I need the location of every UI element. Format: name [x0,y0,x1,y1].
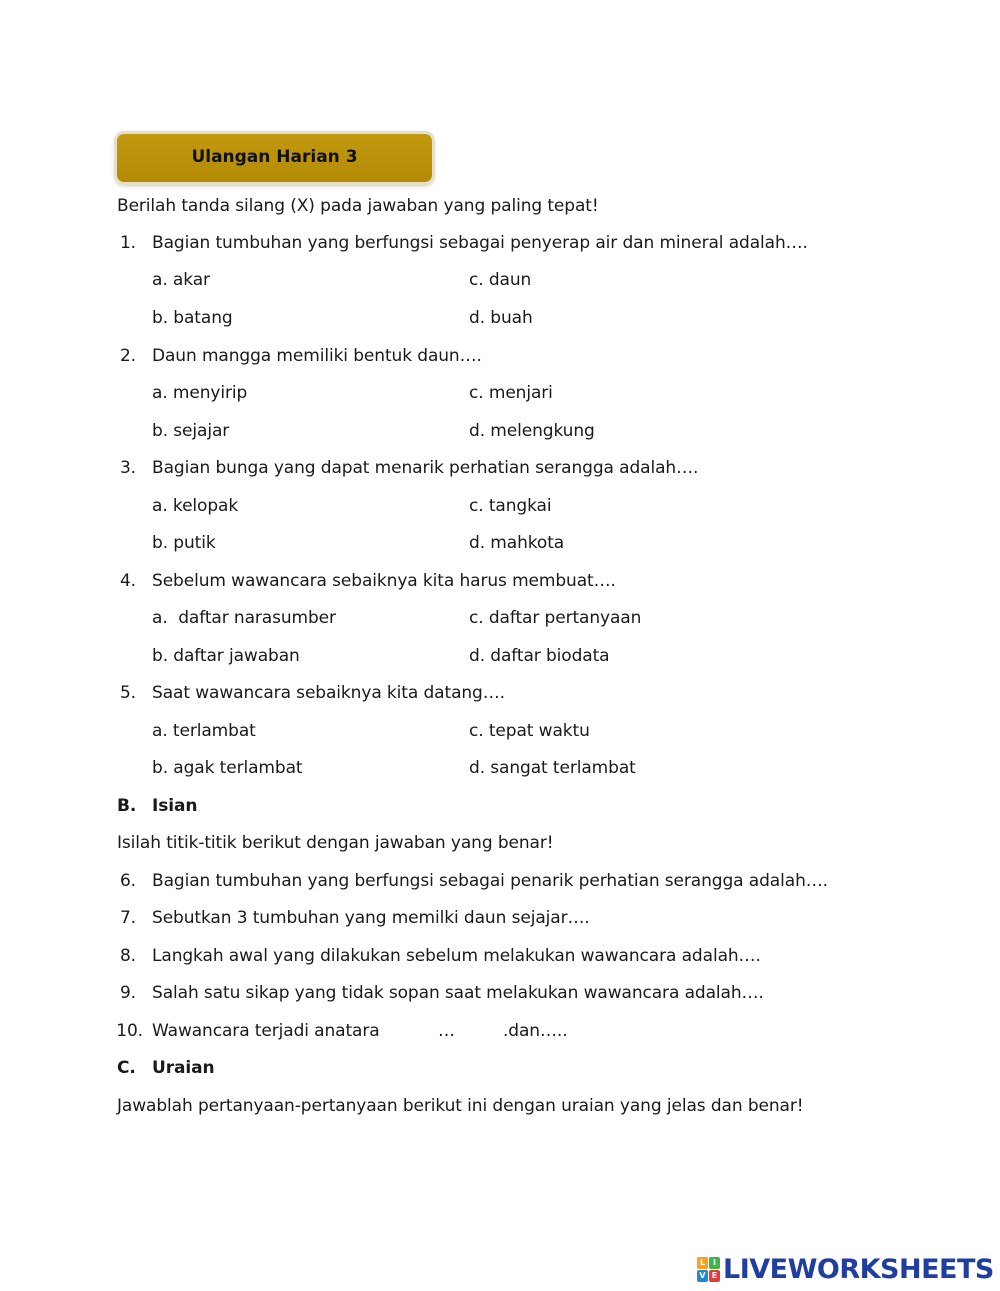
option-d: d. sangat terlambat [469,758,636,778]
option-d: d. mahkota [469,533,565,553]
question-number: 8. [119,946,136,966]
blank-ellipsis: … [438,1021,455,1041]
logo-block-i: I [709,1257,720,1269]
question-text: Langkah awal yang dilakukan sebelum melakukan wawancara adalah…. [152,946,761,966]
option-c: c. menjari [469,383,553,403]
logo-block-e: E [709,1270,720,1282]
question-number: 5. [119,683,136,703]
question-number: 10. [116,1021,143,1041]
option-d: d. melengkung [469,421,595,441]
question-text: Bagian bunga yang dapat menarik perhatian serangga adalah…. [152,458,699,478]
option-b: b. batang [152,308,233,328]
question-number: 1. [119,233,136,253]
instruction-essay: Jawablah pertanyaan-pertanyaan berikut ini dengan uraian yang jelas dan benar! [117,1096,804,1116]
question-text: Bagian tumbuhan yang berfungsi sebagai penyerap air dan mineral adalah…. [152,233,808,253]
option-a: a. daftar narasumber [152,608,336,628]
section-b-title: Isian [152,796,198,816]
logo-block-v: V [697,1270,708,1282]
question-text: Bagian tumbuhan yang berfungsi sebagai penarik perhatian serangga adalah…. [152,871,828,891]
option-c: c. tangkai [469,496,552,516]
question-number: 7. [119,908,136,928]
option-c: c. daftar pertanyaan [469,608,642,628]
instruction-multiple-choice: Berilah tanda silang (X) pada jawaban yang paling tepat! [117,196,599,216]
question-number: 6. [119,871,136,891]
question-number: 2. [119,346,136,366]
title-banner [117,134,432,182]
option-c: c. tepat waktu [469,721,590,741]
option-b: b. agak terlambat [152,758,303,778]
instruction-fill-in: Isilah titik-titik berikut dengan jawaban yang benar! [117,833,554,853]
question-text: Sebelum wawancara sebaiknya kita harus membuat…. [152,571,616,591]
option-a: a. akar [152,270,210,290]
option-b: b. daftar jawaban [152,646,300,666]
option-b: b. sejajar [152,421,230,441]
option-d: d. buah [469,308,533,328]
logo-blocks-icon [697,1257,721,1283]
option-a: a. kelopak [152,496,239,516]
question-text: Wawancara terjadi anatara [152,1021,380,1041]
blank-tail: .dan….. [503,1021,568,1041]
section-c-letter: C. [117,1058,136,1078]
question-text: Sebutkan 3 tumbuhan yang memilki daun sejajar…. [152,908,590,928]
question-text: Salah satu sikap yang tidak sopan saat melakukan wawancara adalah…. [152,983,764,1003]
option-b: b. putik [152,533,216,553]
option-d: d. daftar biodata [469,646,610,666]
question-number: 3. [119,458,136,478]
logo-text: LIVEWORKSHEETS [723,1254,994,1285]
page-title: Ulangan Harian 3 [191,147,358,167]
question-number: 4. [119,571,136,591]
logo-block-l: L [697,1257,708,1269]
option-c: c. daun [469,270,532,290]
option-a: a. menyirip [152,383,248,403]
section-b-letter: B. [117,796,137,816]
question-text: Saat wawancara sebaiknya kita datang…. [152,683,505,703]
section-c-title: Uraian [152,1058,215,1078]
option-a: a. terlambat [152,721,256,741]
question-text: Daun mangga memiliki bentuk daun…. [152,346,482,366]
question-number: 9. [119,983,136,1003]
